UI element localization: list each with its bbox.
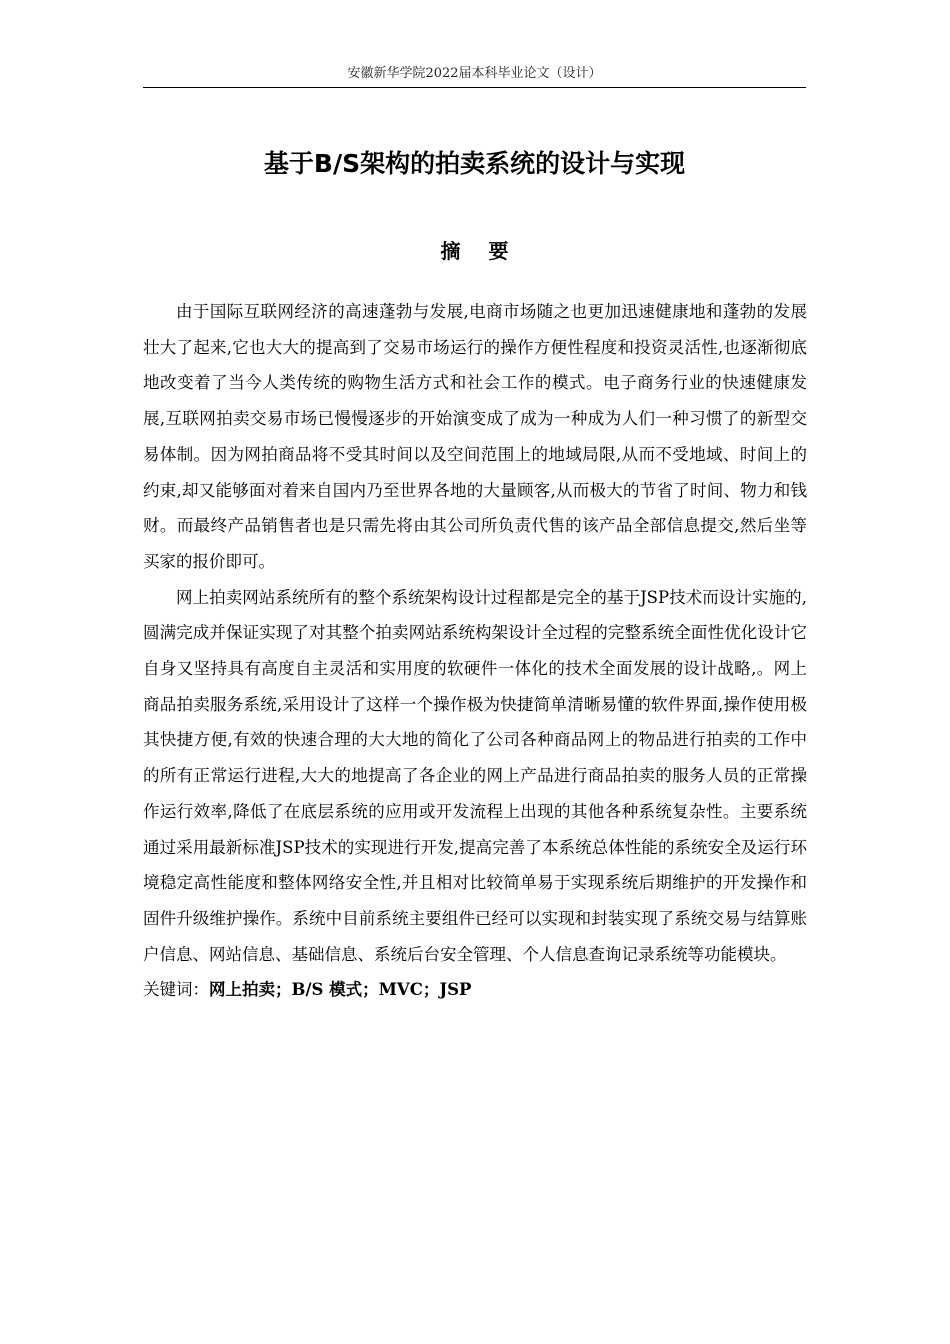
keywords-line (143, 972, 807, 1008)
running-header: 安徽新华学院2022届本科毕业论文（设计） (347, 66, 602, 81)
abstract-paragraph-1: 由于国际互联网经济的高速蓬勃与发展,电商市场随之也更加迅速健康地和蓬勃的发展壮大了起来,它也大大的提高到了交易市场运行的操作方便性程度和投资灵活性,也逐渐彻底地改变着了当今人类传统的购物生活方式和社会工作的模式。电子商务行业的快速健康发展,互联网拍卖交易市场已慢慢逐步的开始演变成了成为一种成为人们一种习惯了的新型交易体制。因为网拍商品将不受其时间以及空间范围上的地域局限,从而不受地域、时间上的约束,却又能够面对着来自国内乃至世界各地的大量顾客,从而极大的节省了时间、物力和钱财。而最终产品销售者也是只需先将由其公司所负责代售的该产品全部信息提交,然后坐等买家的报价即可。 (143, 302, 807, 571)
header-rule (143, 87, 806, 88)
paper-title: 基于B/S架构的拍卖系统的设计与实现 (263, 149, 686, 178)
abstract-heading: 摘要 (440, 239, 537, 263)
keywords-label: 关键词： (143, 980, 209, 1000)
abstract-paragraph-2: 网上拍卖网站系统所有的整个系统架构设计过程都是完全的基于JSP技术而设计实施的,圆满完成并保证实现了对其整个拍卖网站系统构架设计全过程的完整系统全面性优化设计它自身又坚持具有高度自主灵活和实用度的软硬件一体化的技术全面发展的设计战略,。网上商品拍卖服务系统,采用设计了这样一个操作极为快捷简单清晰易懂的软件界面,操作使用极其快捷方便,有效的快速合理的大大地的简化了公司各种商品网上的物品进行拍卖的工作中的所有正常运行进程,大大的地提高了各企业的网上产品进行商品拍卖的服务人员的正常操作运行效率,降低了在底层系统的应用或开发流程上出现的其他各种系统复杂性。主要系统通过采用最新标准JSP技术的实现进行开发,提高完善了本系统总体性能的系统安全及运行环境稳定高性能度和整体网络安全性,并且相对比较简单易于实现系统后期维护的开发操作和固件升级维护操作。系统中目前系统主要组件已经可以实现和封装实现了系统交易与结算账户信息、网站信息、基础信息、系统后台安全管理、个人信息查询记录系统等功能模块。 (143, 587, 807, 964)
keywords-value: 网上拍卖；B/S 模式；MVC；JSP (209, 980, 472, 1000)
abstract-body (143, 294, 807, 1008)
